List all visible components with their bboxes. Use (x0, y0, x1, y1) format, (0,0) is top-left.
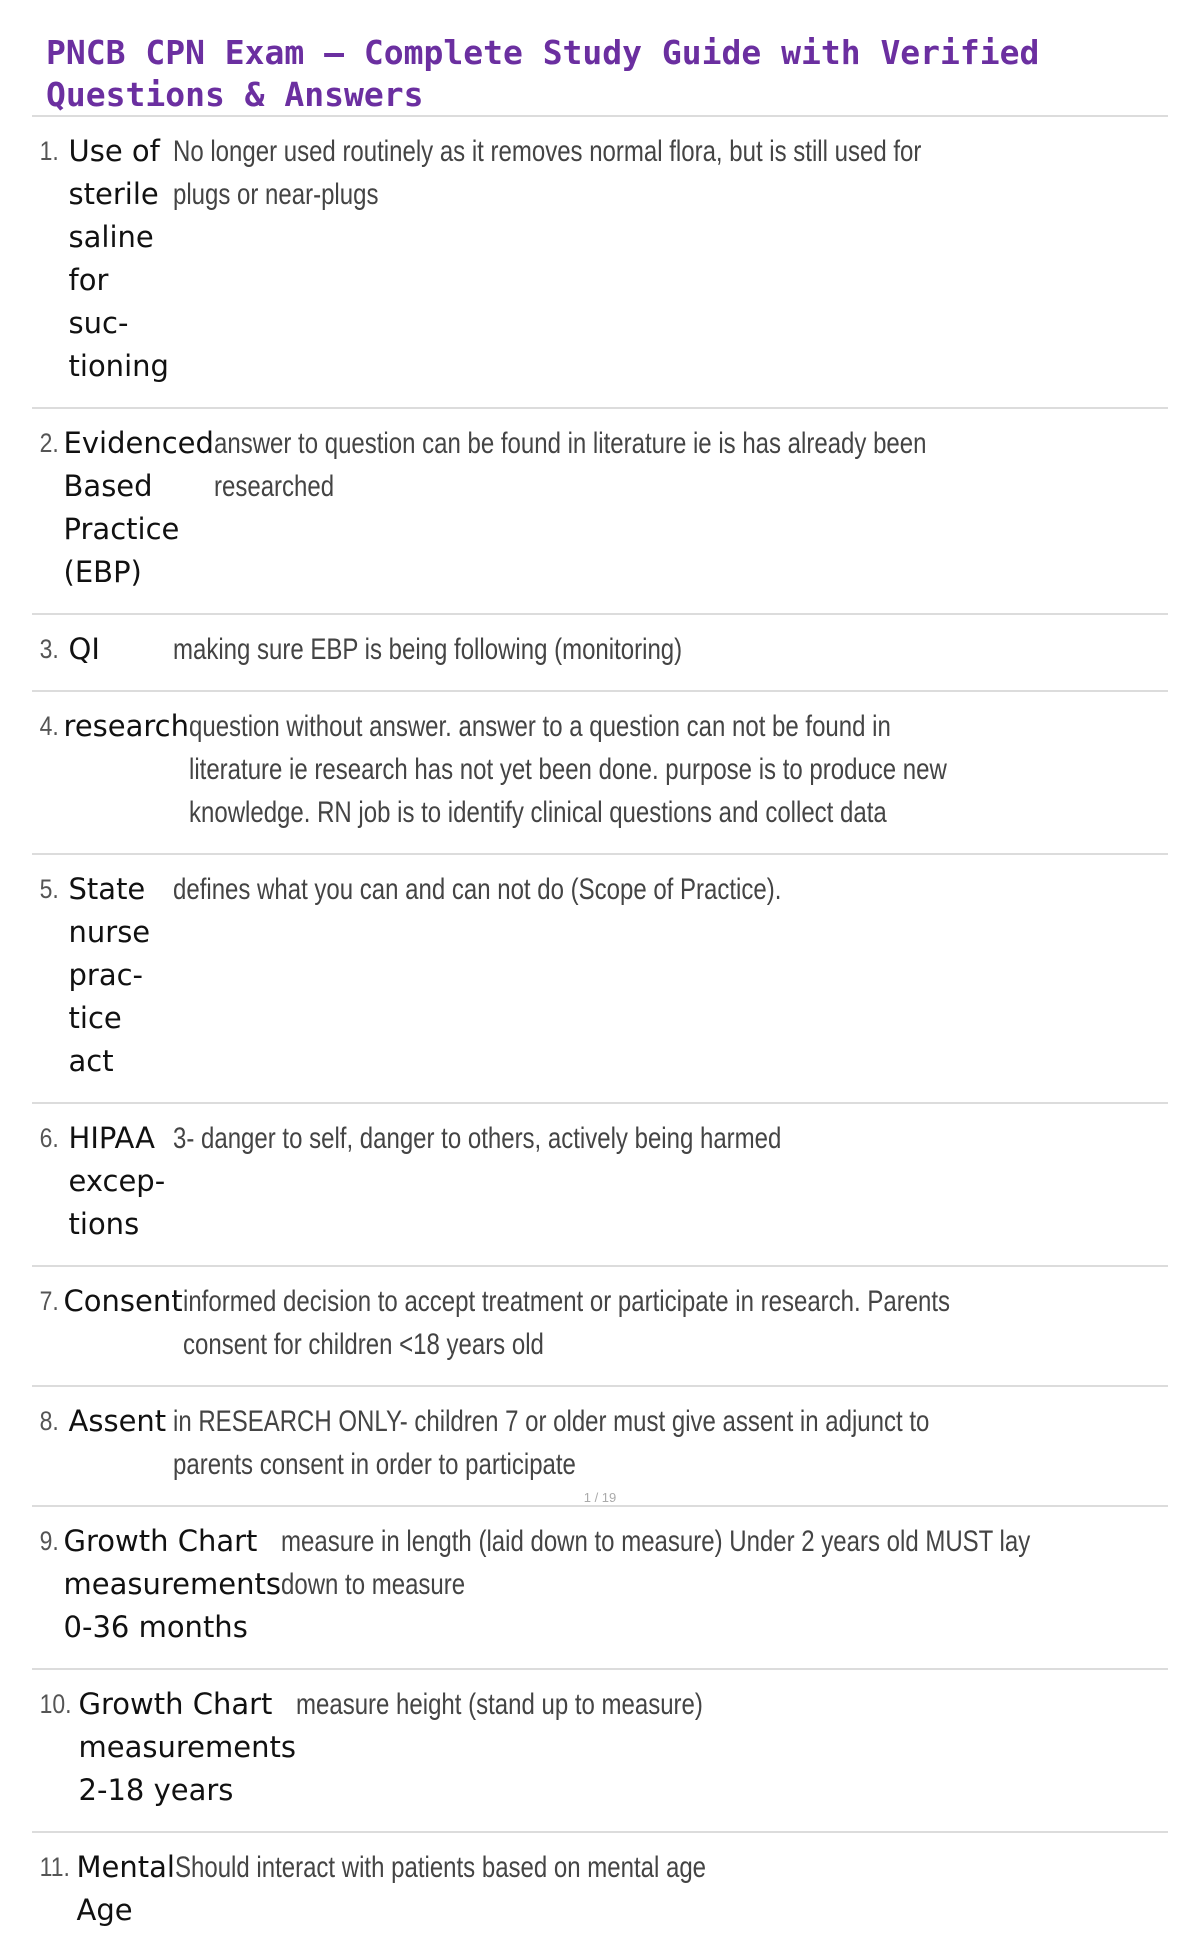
list-item (32, 1387, 1168, 1507)
item-term: QI (68, 632, 100, 666)
item-definition: in RESEARCH ONLY- children 7 or older must give assent in adjunct to parents consent in order to participate (173, 1405, 930, 1481)
item-definition: 3- danger to self, danger to others, actively being harmed (173, 1122, 782, 1155)
item-term: HIPAA excep- tions (68, 1121, 166, 1241)
item-definition: answer to question can be found in literature ie is has already been researched (213, 427, 927, 503)
list-item (32, 692, 1168, 855)
page-indicator: 1 / 19 (583, 1490, 617, 1505)
item-number: 5. (39, 874, 59, 904)
item-definition: defines what you can and can not do (Scope of Practice). (173, 873, 782, 906)
item-definition: measure in length (laid down to measure) Under 2 years old MUST lay down to measure (280, 1525, 1031, 1601)
item-definition: Should interact with patients based on mental age (174, 1851, 706, 1884)
item-number: 1. (39, 136, 59, 166)
item-term: Evidenced Based Practice (EBP) (63, 426, 214, 589)
item-term: Assent (68, 1404, 167, 1438)
item-term: Use of sterile saline for suc- tioning (68, 134, 169, 383)
item-term: State nurse prac- tice act (68, 872, 151, 1078)
item-definition: informed decision to accept treatment or participate in research. Parents consent for children <18 years old (182, 1285, 950, 1361)
list-item (32, 1833, 1168, 1951)
item-number: 7. (39, 1286, 59, 1316)
list-item (32, 855, 1168, 1104)
page-title: PNCB CPN Exam – Complete Study Guide with Verified Questions & Answers (46, 33, 1040, 114)
item-term: research (63, 709, 189, 743)
item-term: Growth Chart measurements 0-36 months (63, 1524, 281, 1644)
item-number: 3. (39, 634, 59, 664)
item-definition: making sure EBP is being following (monitoring) (173, 633, 683, 666)
list-item (32, 1507, 1168, 1670)
list-item (32, 117, 1168, 409)
item-number: 4. (39, 711, 59, 741)
item-term: Growth Chart measurements 2-18 years (78, 1687, 296, 1807)
item-definition: question without answer. answer to a question can not be found in literature ie research has not yet been done. purpose is to produce new knowledge. RN job is to identify clinical questions and collect data (189, 710, 947, 829)
item-term: Mental Age (76, 1850, 175, 1927)
list-item (32, 409, 1168, 615)
item-number: 8. (39, 1406, 59, 1436)
item-number: 9. (39, 1526, 59, 1556)
item-number: 10. (39, 1689, 72, 1719)
list-item (32, 1104, 1168, 1267)
list-item (32, 1267, 1168, 1387)
flashcard-list (32, 117, 1168, 1951)
item-number: 6. (39, 1123, 59, 1153)
list-item (32, 1670, 1168, 1833)
list-item (32, 615, 1168, 692)
item-number: 2. (39, 428, 59, 458)
item-definition: No longer used routinely as it removes normal flora, but is still used for plugs or near-plugs (173, 135, 922, 211)
item-term: Consent (63, 1284, 183, 1318)
item-definition: measure height (stand up to measure) (295, 1688, 703, 1721)
item-number: 11. (39, 1852, 70, 1882)
